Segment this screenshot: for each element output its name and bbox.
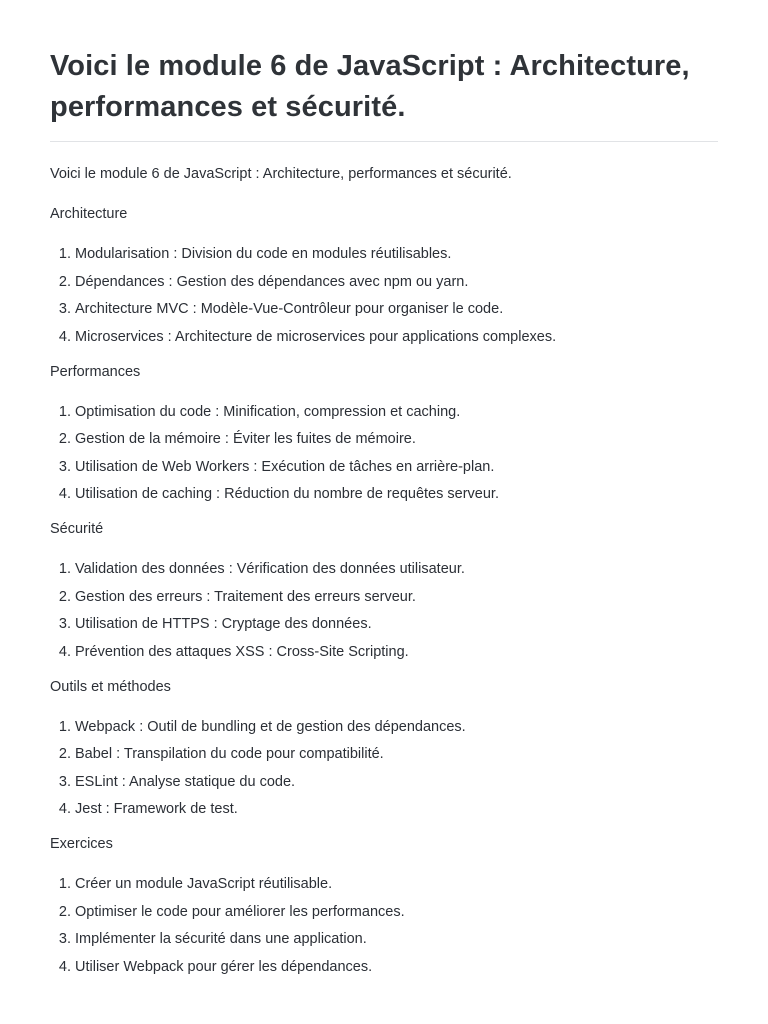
section-performances [50, 363, 718, 504]
list-item: 2. Dépendances : Gestion des dépendances avec npm ou yarn. [75, 273, 718, 291]
list-item: 3. Implémenter la sécurité dans une application. [75, 930, 718, 948]
list-item: 4. Utilisation de caching : Réduction du nombre de requêtes serveur. [75, 485, 718, 503]
section-heading: Sécurité [50, 521, 104, 537]
ordered-list [50, 875, 718, 976]
list-item: 4. Jest : Framework de test. [75, 800, 718, 818]
ordered-list [50, 560, 718, 661]
intro-paragraph: Voici le module 6 de JavaScript : Architecture, performances et sécurité. [50, 166, 512, 182]
section-exercices [50, 835, 718, 976]
list-item: 1. Créer un module JavaScript réutilisable. [75, 875, 718, 893]
list-item: 1. Modularisation : Division du code en modules réutilisables. [75, 245, 718, 263]
section-heading: Exercices [50, 836, 113, 852]
list-item: 2. Gestion de la mémoire : Éviter les fuites de mémoire. [75, 430, 718, 448]
list-item: 2. Babel : Transpilation du code pour compatibilité. [75, 745, 718, 763]
ordered-list [50, 403, 718, 504]
list-item: 3. Architecture MVC : Modèle-Vue-Contrôleur pour organiser le code. [75, 300, 718, 318]
list-item: 4. Prévention des attaques XSS : Cross-Site Scripting. [75, 643, 718, 661]
list-item: 1. Webpack : Outil de bundling et de gestion des dépendances. [75, 718, 718, 736]
list-item: 3. ESLint : Analyse statique du code. [75, 773, 718, 791]
page-title: Voici le module 6 de JavaScript : Architecture, performances et sécurité. [50, 50, 690, 123]
ordered-list [50, 245, 718, 346]
list-item: 3. Utilisation de Web Workers : Exécution de tâches en arrière-plan. [75, 458, 718, 476]
section-heading: Performances [50, 363, 141, 380]
list-item: 1. Optimisation du code : Minification, compression et caching. [75, 403, 718, 421]
ordered-list [50, 718, 718, 819]
title-divider [50, 141, 718, 142]
section-architecture [50, 205, 718, 346]
list-item: 3. Utilisation de HTTPS : Cryptage des données. [75, 615, 718, 633]
list-item: 2. Optimiser le code pour améliorer les performances. [75, 903, 718, 921]
section-securite [50, 520, 718, 661]
section-outils-et-methodes [50, 678, 718, 819]
list-item: 1. Validation des données : Vérification des données utilisateur. [75, 560, 718, 578]
list-item: 4. Utiliser Webpack pour gérer les dépendances. [75, 958, 718, 976]
section-heading: Architecture [50, 206, 128, 222]
list-item: 4. Microservices : Architecture de microservices pour applications complexes. [75, 328, 718, 346]
section-heading: Outils et méthodes [50, 678, 171, 695]
list-item: 2. Gestion des erreurs : Traitement des erreurs serveur. [75, 588, 718, 606]
